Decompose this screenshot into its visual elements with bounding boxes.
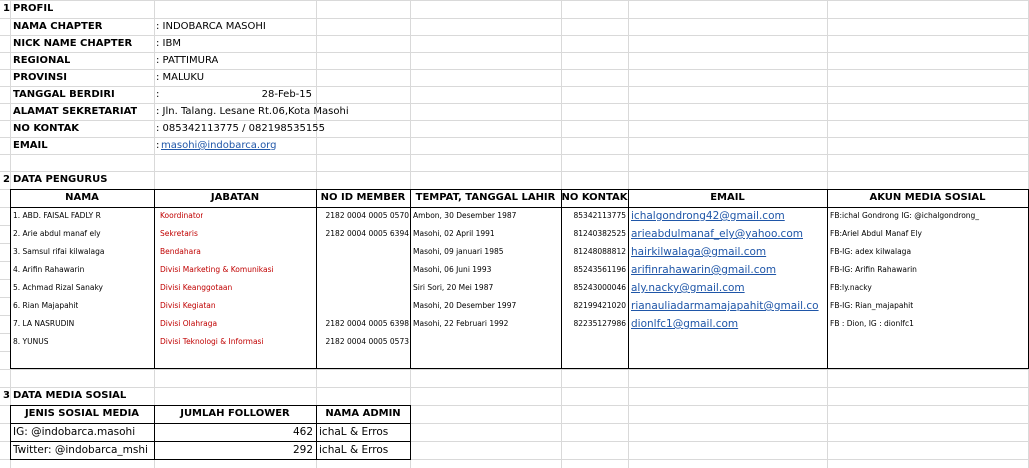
cell-email[interactable]: dionlfc1@gmail.com <box>631 318 739 330</box>
cell-id[interactable]: 2182 0004 0005 0573 <box>325 337 409 346</box>
label-tanggal-berdiri: TANGGAL BERDIRI <box>13 89 115 100</box>
section-2-title: DATA PENGURUS <box>13 174 108 185</box>
cell-ttl[interactable]: Masohi, 02 April 1991 <box>413 229 495 238</box>
cell-id[interactable]: 2182 0004 0005 6394 <box>325 229 409 238</box>
cell-email[interactable]: arieabdulmanaf_ely@yahoo.com <box>631 228 803 240</box>
cell-nama[interactable]: 8. YUNUS <box>13 337 49 346</box>
cell-id[interactable] <box>316 261 409 279</box>
cell-sosmed[interactable]: FB-IG: Rian_majapahit <box>830 301 914 310</box>
header-jenis-sosmed[interactable]: JENIS SOSIAL MEDIA <box>24 408 140 419</box>
value-tanggal-berdiri[interactable]: 28-Feb-15 <box>261 89 312 100</box>
header-no-id[interactable]: NO ID MEMBER <box>320 192 406 203</box>
value-nick-name[interactable]: : IBM <box>156 38 181 49</box>
value-email-link[interactable]: masohi@indobarca.org <box>161 140 277 151</box>
cell-email[interactable] <box>631 333 826 351</box>
cell-nama[interactable]: 6. Rian Majapahit <box>13 301 79 310</box>
cell-sosmed[interactable]: FB : Dion, IG : dionlfc1 <box>830 319 914 328</box>
label-regional: REGIONAL <box>13 55 71 66</box>
label-nick-name: NICK NAME CHAPTER <box>13 38 133 49</box>
cell-nama[interactable]: 4. Arifin Rahawarin <box>13 265 85 274</box>
cell-ttl[interactable]: Masohi, 22 Februari 1992 <box>413 319 509 328</box>
cell-jabatan[interactable]: Koordinator <box>160 211 204 220</box>
cell-jabatan[interactable]: Divisi Olahraga <box>160 319 218 328</box>
header-nama-admin[interactable]: NAMA ADMIN <box>325 408 401 419</box>
cell-email[interactable]: rianauliadarmamajapahit@gmail.co <box>631 300 819 312</box>
cell-ttl[interactable]: Masohi, 20 Desember 1997 <box>413 301 517 310</box>
cell-jabatan[interactable]: Divisi Kegiatan <box>160 301 216 310</box>
header-jumlah-follower[interactable]: JUMLAH FOLLOWER <box>180 408 290 419</box>
cell-jabatan[interactable]: Sekretaris <box>160 229 198 238</box>
cell-admin[interactable]: ichaL & Erros <box>319 444 389 456</box>
cell-id[interactable] <box>316 279 409 297</box>
cell-sosmed[interactable]: FB-IG: adex kilwalaga <box>830 247 912 256</box>
cell-email[interactable]: hairkilwalaga@gmail.com <box>631 246 767 258</box>
cell-follower[interactable]: 462 <box>292 426 313 438</box>
cell-sosmed[interactable]: FB:Ariel Abdul Manaf Ely <box>830 229 922 238</box>
value-alamat[interactable]: : Jln. Talang. Lesane Rt.06,Kota Masohi <box>156 106 349 117</box>
cell-nama[interactable]: 7. LA NASRUDIN <box>13 319 75 328</box>
cell-sosmed[interactable]: FB:ichal Gondrong IG: @ichalgondrong_ <box>830 211 980 220</box>
header-akun-sosmed[interactable]: AKUN MEDIA SOSIAL <box>869 192 986 203</box>
label-no-kontak: NO KONTAK <box>13 123 80 134</box>
header-no-kontak[interactable]: NO KONTAK <box>561 192 628 203</box>
cell-email[interactable]: aly.nacky@gmail.com <box>631 282 745 294</box>
cell-id[interactable] <box>316 297 409 315</box>
cell-ttl[interactable]: Ambon, 30 Desember 1987 <box>413 211 517 220</box>
cell-jabatan[interactable]: Bendahara <box>160 247 201 256</box>
header-ttl[interactable]: TEMPAT, TANGGAL LAHIR <box>415 192 556 203</box>
cell-jabatan[interactable]: Divisi Teknologi & Informasi <box>160 337 264 346</box>
value-provinsi[interactable]: : MALUKU <box>156 72 205 83</box>
header-nama[interactable]: NAMA <box>65 192 99 203</box>
cell-kontak[interactable] <box>562 333 626 351</box>
section-1-title: PROFIL <box>13 3 54 14</box>
cell-nama[interactable]: 2. Arie abdul manaf ely <box>13 229 101 238</box>
section-2-number: 2 <box>3 174 10 185</box>
header-email[interactable]: EMAIL <box>710 192 745 203</box>
cell-kontak[interactable]: 82235127986 <box>573 319 626 328</box>
cell-nama[interactable]: 3. Samsul rifai kilwalaga <box>13 247 105 256</box>
value-no-kontak[interactable]: : 085342113775 / 082198535155 <box>156 123 325 134</box>
label-nama-chapter: NAMA CHAPTER <box>13 21 103 32</box>
cell-jenis[interactable]: Twitter: @indobarca_mshi <box>13 444 148 456</box>
cell-sosmed[interactable] <box>830 333 1027 351</box>
cell-ttl[interactable]: Masohi, 06 Juni 1993 <box>413 265 492 274</box>
header-jabatan[interactable]: JABATAN <box>210 192 260 203</box>
cell-kontak[interactable]: 81248088812 <box>573 247 626 256</box>
section-3-number: 3 <box>3 390 10 401</box>
cell-id[interactable] <box>316 243 409 261</box>
cell-kontak[interactable]: 82199421020 <box>573 301 626 310</box>
cell-kontak[interactable]: 81240382525 <box>573 229 626 238</box>
cell-kontak[interactable]: 85243561196 <box>573 265 626 274</box>
label-alamat: ALAMAT SEKRETARIAT <box>13 106 138 117</box>
cell-kontak[interactable]: 85243000046 <box>573 283 626 292</box>
cell-sosmed[interactable]: FB-IG: Arifin Rahawarin <box>830 265 917 274</box>
section-1-number: 1 <box>3 3 10 14</box>
cell-email[interactable]: arifinrahawarin@gmail.com <box>631 264 777 276</box>
cell-email[interactable]: ichalgondrong42@gmail.com <box>631 210 785 222</box>
cell-admin[interactable]: ichaL & Erros <box>319 426 389 438</box>
cell-jenis[interactable]: IG: @indobarca.masohi <box>13 426 136 438</box>
section-3-title: DATA MEDIA SOSIAL <box>13 390 127 401</box>
value-regional[interactable]: : PATTIMURA <box>156 55 219 66</box>
value-tanggal-colon: : <box>156 89 160 100</box>
value-nama-chapter[interactable]: : INDOBARCA MASOHI <box>156 21 266 32</box>
value-email-colon: : <box>156 140 160 151</box>
cell-jabatan[interactable]: Divisi Marketing & Komunikasi <box>160 265 274 274</box>
cell-follower[interactable]: 292 <box>292 444 313 456</box>
cell-ttl[interactable]: Siri Sori, 20 Mei 1987 <box>413 283 494 292</box>
cell-nama[interactable]: 1. ABD. FAISAL FADLY R <box>13 211 101 220</box>
cell-nama[interactable]: 5. Achmad Rizal Sanaky <box>13 283 103 292</box>
cell-ttl[interactable]: Masohi, 09 januari 1985 <box>413 247 504 256</box>
label-provinsi: PROVINSI <box>13 72 68 83</box>
cell-kontak[interactable]: 85342113775 <box>573 211 626 220</box>
cell-sosmed[interactable]: FB:ly.nacky <box>830 283 872 292</box>
cell-id[interactable]: 2182 0004 0005 0570 <box>325 211 409 220</box>
label-email: EMAIL <box>13 140 48 151</box>
cell-id[interactable]: 2182 0004 0005 6398 <box>325 319 409 328</box>
cell-jabatan[interactable]: Divisi Keanggotaan <box>160 283 233 292</box>
